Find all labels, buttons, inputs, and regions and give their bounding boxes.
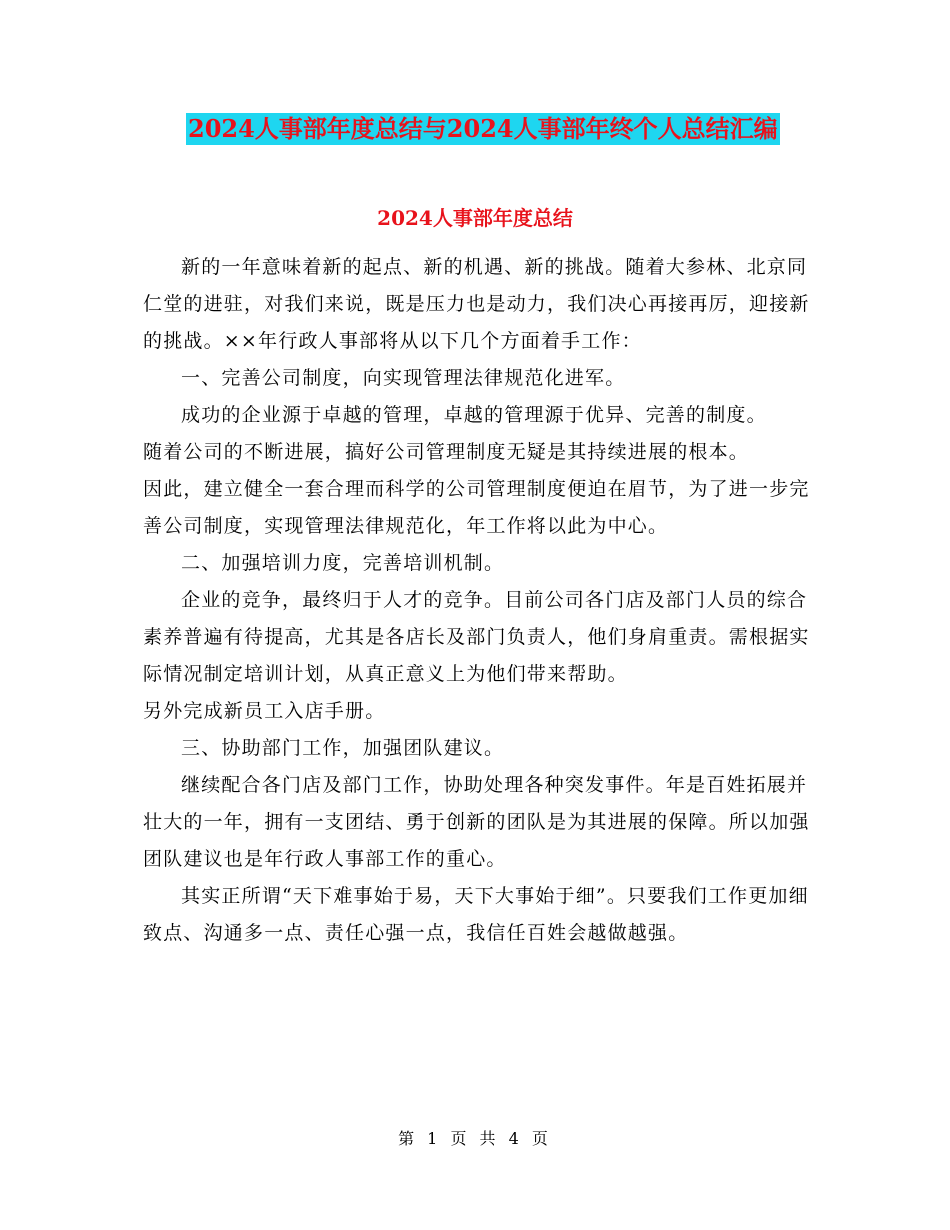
paragraph-development: 随着公司的不断进展，搞好公司管理制度无疑是其持续进展的根本。 (143, 441, 750, 463)
heading-item-3: 三、协助部门工作，加强团队建议。 (181, 737, 505, 759)
paragraph-closing: 其实正所谓“天下难事始于易，天下大事始于细”。只要我们工作更加细致点、沟通多一点、责任心强一点，我信任百姓会越做越强。 (143, 885, 809, 944)
section-title: 2024人事部年度总结 (377, 206, 573, 230)
page-number-footer: 第 1 页 共 4 页 (398, 1129, 552, 1148)
paragraph-management: 成功的企业源于卓越的管理，卓越的管理源于优异、完善的制度。 (181, 404, 767, 426)
paragraph-training: 企业的竞争，最终归于人才的竞争。目前公司各门店及部门人员的综合素养普遍有待提高，尤其是各店长及部门负责人，他们身肩重责。需根据实际情况制定培训计划，从真正意义上为他们带来帮助。 (143, 589, 810, 685)
document-body (143, 249, 813, 952)
paragraph-intro: 新的一年意味着新的起点、新的机遇、新的挑战。随着大参林、北京同仁堂的进驻，对我们来说，既是压力也是动力，我们决心再接再厉，迎接新的挑战。××年行政人事部将从以下几个方面着手工作： (143, 256, 810, 352)
heading-item-2: 二、加强培训力度，完善培训机制。 (181, 552, 505, 574)
paragraph-system: 因此，建立健全一套合理而科学的公司管理制度便迫在眉节，为了进一步完善公司制度，实现管理法律规范化，年工作将以此为中心。 (143, 478, 810, 537)
heading-item-1: 一、完善公司制度，向实现管理法律规范化进军。 (181, 367, 626, 389)
document-title: 2024人事部年度总结与2024人事部年终个人总结汇编 (188, 114, 778, 143)
paragraph-team: 继续配合各门店及部门工作，协助处理各种突发事件。年是百姓拓展并壮大的一年，拥有一支团结、勇于创新的团队是为其进展的保障。所以加强团队建议也是年行政人事部工作的重心。 (143, 774, 810, 870)
paragraph-handbook: 另外完成新员工入店手册。 (143, 700, 386, 722)
